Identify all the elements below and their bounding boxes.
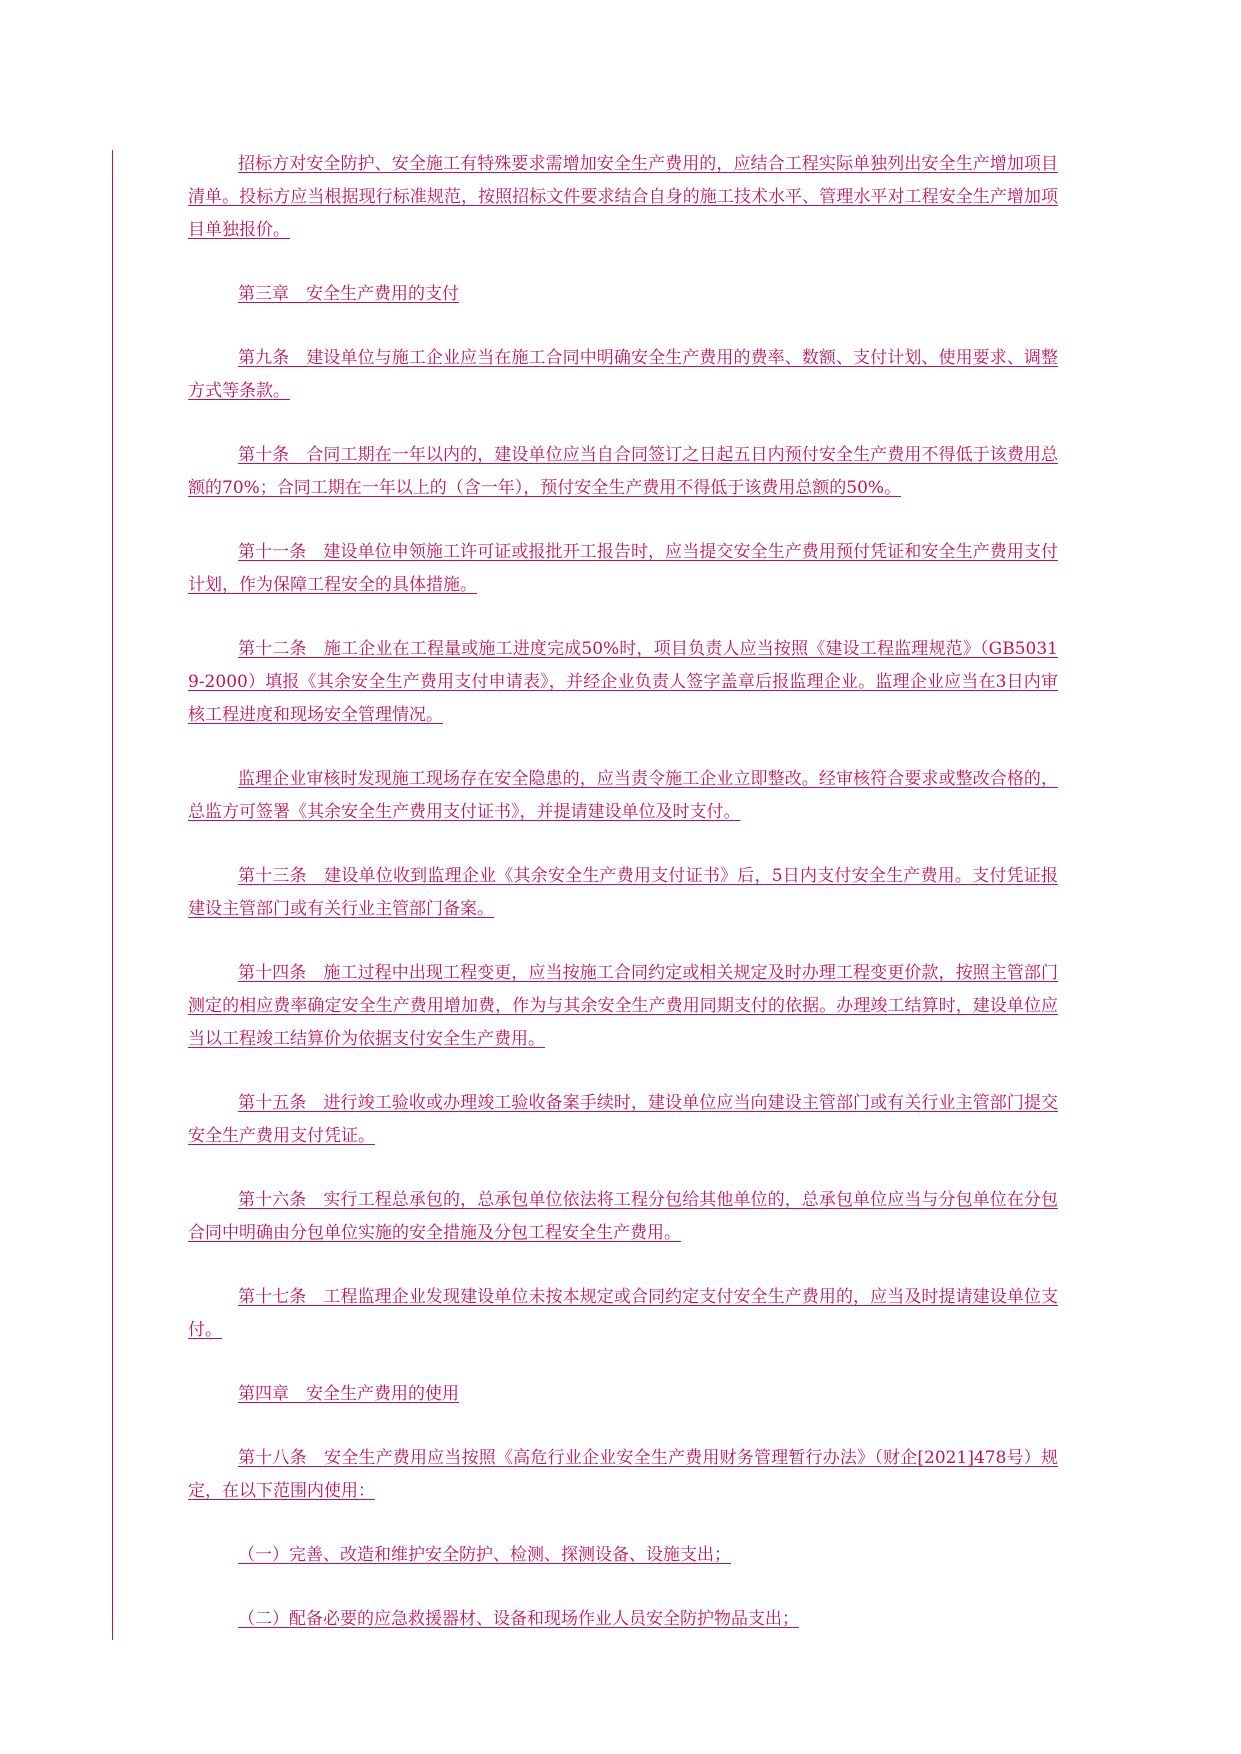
document-body xyxy=(188,148,1058,1667)
article-11: 第十一条 建设单位申领施工许可证或报批开工报告时，应当提交安全生产费用预付凭证和安全生产费用支付计划，作为保障工程安全的具体措施。 xyxy=(188,542,1058,595)
article-15: 第十五条 进行竣工验收或办理竣工验收备案手续时，建设单位应当向建设主管部门或有关行业主管部门提交安全生产费用支付凭证。 xyxy=(188,1093,1058,1146)
article-12: 第十二条 施工企业在工程量或施工进度完成50%时，项目负责人应当按照《建设工程监理规范》（GB50319-2000）填报《其余安全生产费用支付申请表》，并经企业负责人签字盖章后报监理企业。监理企业应当在3日内审核工程进度和现场安全管理情况。 xyxy=(188,639,1058,725)
article-9: 第九条 建设单位与施工企业应当在施工合同中明确安全生产费用的费率、数额、支付计划、使用要求、调整方式等条款。 xyxy=(188,348,1058,401)
left-margin-line xyxy=(112,150,113,1640)
article-18: 第十八条 安全生产费用应当按照《高危行业企业安全生产费用财务管理暂行办法》（财企[2021]478号）规定，在以下范围内使用： xyxy=(188,1448,1058,1501)
chapter-heading: 第三章 安全生产费用的支付 xyxy=(238,284,459,304)
article-10: 第十条 合同工期在一年以内的，建设单位应当自合同签订之日起五日内预付安全生产费用不得低于该费用总额的70%；合同工期在一年以上的（含一年），预付安全生产费用不得低于该费用总额的50%。 xyxy=(188,445,1058,498)
article-13: 第十三条 建设单位收到监理企业《其余安全生产费用支付证书》后，5日内支付安全生产费用。支付凭证报建设主管部门或有关行业主管部门备案。 xyxy=(188,866,1058,919)
list-item: （二）配备必要的应急救援器材、设备和现场作业人员安全防护物品支出； xyxy=(238,1609,799,1629)
article-14: 第十四条 施工过程中出现工程变更，应当按施工合同约定或相关规定及时办理工程变更价款，按照主管部门测定的相应费率确定安全生产费用增加费，作为与其余安全生产费用同期支付的依据。办理竣工结算时，建设单位应当以工程竣工结算价为依据支付安全生产费用。 xyxy=(188,963,1058,1049)
paragraph: 监理企业审核时发现施工现场存在安全隐患的，应当责令施工企业立即整改。经审核符合要求或整改合格的，总监方可签署《其余安全生产费用支付证书》，并提请建设单位及时支付。 xyxy=(188,769,1058,822)
article-17: 第十七条 工程监理企业发现建设单位未按本规定或合同约定支付安全生产费用的，应当及时提请建设单位支付。 xyxy=(188,1287,1058,1340)
paragraph: 招标方对安全防护、安全施工有特殊要求需增加安全生产费用的，应结合工程实际单独列出安全生产增加项目清单。投标方应当根据现行标准规范，按照招标文件要求结合自身的施工技术水平、管理水平对工程安全生产增加项目单独报价。 xyxy=(188,154,1058,240)
list-item: （一）完善、改造和维护安全防护、检测、探测设备、设施支出； xyxy=(238,1545,731,1565)
chapter-heading: 第四章 安全生产费用的使用 xyxy=(238,1384,459,1404)
article-16: 第十六条 实行工程总承包的，总承包单位依法将工程分包给其他单位的，总承包单位应当与分包单位在分包合同中明确由分包单位实施的安全措施及分包工程安全生产费用。 xyxy=(188,1190,1058,1243)
